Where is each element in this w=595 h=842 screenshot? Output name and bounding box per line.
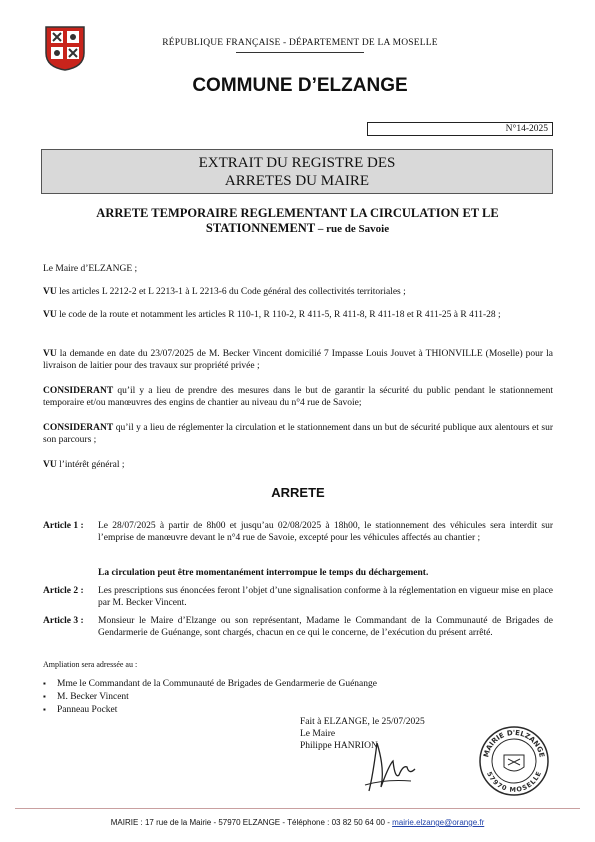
preamble-paragraph: VU le code de la route et notamment les articles R 110-1, R 110-2, R 411-5, R 411-8, R 411-18 et R 411-25 à R 411-28 ;: [43, 310, 501, 320]
svg-text:57970 MOSELLE: 57970 MOSELLE: [485, 770, 543, 794]
signature-role: Le Maire: [300, 729, 336, 739]
header-divider: [236, 52, 364, 53]
signature-place-date: Fait à ELZANGE, le 25/07/2025: [300, 717, 425, 727]
subject-line2-bold: STATIONNEMENT: [205, 221, 316, 235]
arrete-number: N°14-2025: [367, 122, 553, 136]
subject-line2-rest: – rue de Savoie: [315, 223, 390, 235]
subject-line1: ARRETE TEMPORAIRE REGLEMENTANT LA CIRCULATION ET LE: [96, 206, 499, 220]
preamble-paragraph: CONSIDERANT qu’il y a lieu de réglementer la circulation et le stationnement dans un but de sécurité publique aux alentours et sur son parcours ;: [43, 423, 553, 445]
svg-text:MAIRIE D'ELZANGE: MAIRIE D'ELZANGE: [482, 728, 546, 759]
article-label: Article 2 :: [43, 586, 84, 596]
footer-email-link[interactable]: mairie.elzange@orange.fr: [392, 818, 485, 827]
arrete-heading: ARRETE: [271, 485, 325, 500]
handwritten-signature: [355, 735, 435, 795]
subject-line2: [60, 221, 535, 237]
ampliation-label: Ampliation sera adressée au :: [43, 660, 138, 669]
article-label: Article 1 :: [43, 521, 84, 531]
preamble-paragraph: Le Maire d’ELZANGE ;: [43, 264, 138, 274]
ampliation-item: ▪ M. Becker Vincent: [43, 692, 443, 702]
article-text: Le 28/07/2025 à partir de 8h00 et jusqu’au 02/08/2025 à 18h00, le stationnement des véhicules sera interdit sur l’emprise de manœuvre devant le n°4 rue de Savoie, excepté pour les véhicules affectés au chantier ;: [98, 521, 553, 543]
registry-title-box: [41, 149, 553, 194]
registry-title-line1: EXTRAIT DU REGISTRE DES: [198, 155, 396, 171]
commune-title: COMMUNE D’ELZANGE: [192, 75, 408, 96]
republique-header: RÉPUBLIQUE FRANÇAISE - DÉPARTEMENT DE LA MOSELLE: [162, 38, 438, 48]
mairie-seal-icon: [478, 725, 550, 797]
article-label: Article 3 :: [43, 616, 84, 626]
arrete-subject: [60, 206, 535, 237]
footer-address: MAIRIE : 17 rue de la Mairie - 57970 ELZANGE - Téléphone : 03 82 50 64 00 -: [110, 818, 393, 827]
footer: [15, 818, 580, 827]
article-text: Les prescriptions sus énoncées feront l’objet d’une signalisation conforme à la réglementation en vigueur mise en place par M. Becker Vincent.: [98, 586, 553, 608]
traffic-note: La circulation peut être momentanément interrompue le temps du déchargement.: [98, 568, 429, 578]
signature-name: Philippe HANRION: [300, 741, 378, 751]
ampliation-item: ▪ Panneau Pocket: [43, 705, 443, 715]
coat-of-arms-icon: [44, 25, 86, 71]
ampliation-item: ▪ Mme le Commandant de la Communauté de Brigades de Gendarmerie de Guénange: [43, 679, 443, 689]
article-text: Monsieur le Maire d’Elzange ou son représentant, Madame le Commandant de la Communauté de Brigades de Gendarmerie de Guénange, sont chargés, chacun en ce qui le concerne, de l’exécution du présent arrêté.: [98, 616, 553, 638]
registry-title-line2: ARRETES DU MAIRE: [224, 173, 370, 189]
footer-divider: [15, 808, 580, 809]
preamble-paragraph: VU la demande en date du 23/07/2025 de M. Becker Vincent domicilié 7 Impasse Louis Jouvet à THIONVILLE (Moselle) pour la livraison de laitier pour des travaux sur propriété privée ;: [43, 349, 553, 371]
preamble-paragraph: CONSIDERANT qu’il y a lieu de prendre des mesures dans le but de garantir la sécurité du public pendant le stationnement temporaire et/ou manœuvres des engins de chantier au niveau du n°4 rue de Savoie;: [43, 386, 553, 408]
preamble-paragraph: VU les articles L 2212-2 et L 2213-1 à L 2213-6 du Code général des collectivités territoriales ;: [43, 287, 406, 297]
preamble-paragraph: VU l’intérêt général ;: [43, 460, 125, 470]
